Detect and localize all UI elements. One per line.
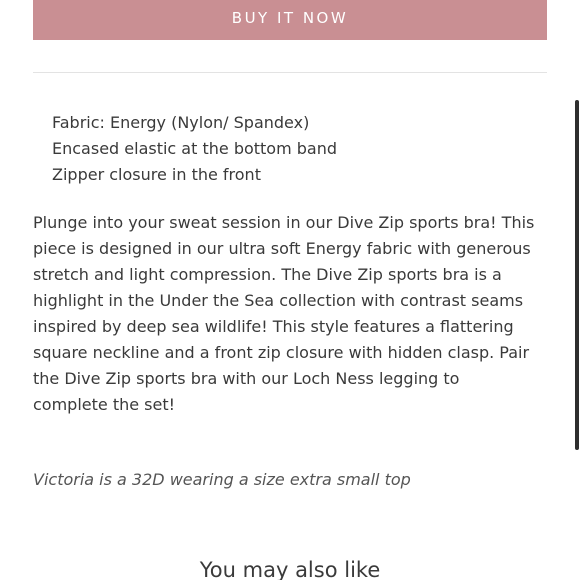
description-line: highlight in the Under the Sea collection with contrast seams <box>33 291 524 310</box>
model-size-note: Victoria is a 32D wearing a size extra small top <box>33 470 411 489</box>
you-may-also-like-heading: You may also like <box>199 558 381 580</box>
description-line: complete the set! <box>33 395 176 414</box>
feature-item-fabric: Fabric: Energy (Nylon/ Spandex) <box>52 113 310 132</box>
description-line: inspired by deep sea wildlife! This style features a flattering <box>33 317 514 336</box>
description-line: piece is designed in our ultra soft Energy fabric with generous <box>33 239 531 258</box>
feature-list <box>52 110 337 188</box>
description-line: stretch and light compression. The Dive Zip sports bra is a <box>33 265 502 284</box>
product-description <box>33 210 553 418</box>
description-line: square neckline and a front zip closure with hidden clasp. Pair <box>33 343 530 362</box>
description-line: the Dive Zip sports bra with our Loch Ness legging to <box>33 369 460 388</box>
description-line: Plunge into your sweat session in our Dive Zip sports bra! This <box>33 213 535 232</box>
buy-it-now-button[interactable]: BUY IT NOW <box>33 0 547 40</box>
feature-item-elastic: Encased elastic at the bottom band <box>52 139 338 158</box>
section-divider <box>33 72 547 73</box>
feature-item-zipper: Zipper closure in the front <box>52 165 261 184</box>
scrollbar[interactable] <box>574 0 580 580</box>
scrollbar-thumb[interactable] <box>575 100 579 450</box>
